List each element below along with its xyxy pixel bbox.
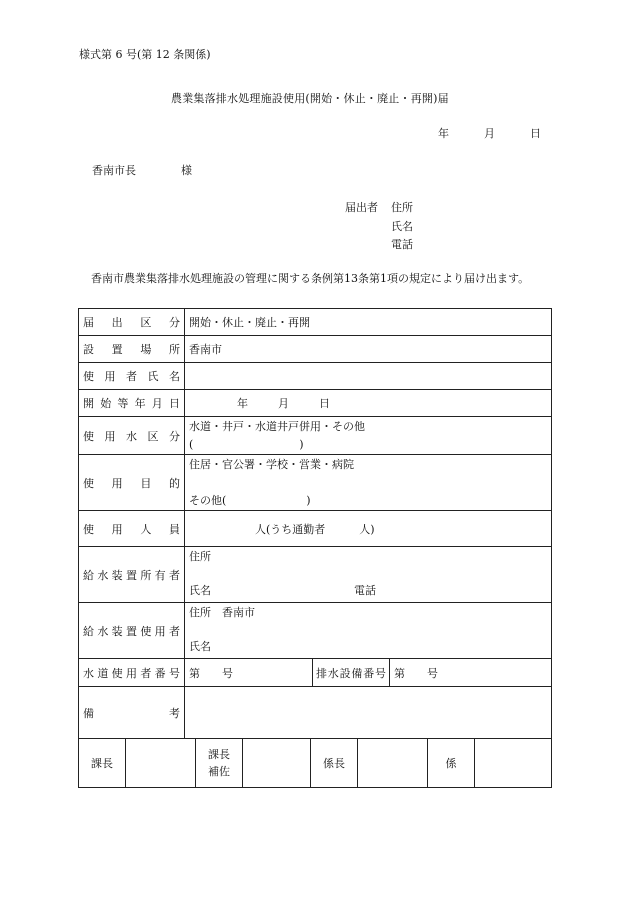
water-type-field[interactable]	[185, 417, 552, 455]
location-value[interactable]: 香南市	[185, 336, 552, 363]
row-water-type	[79, 417, 552, 455]
drainage-no-field[interactable]: 第 号	[390, 659, 552, 687]
assistant-chief-stamp-box[interactable]	[243, 739, 311, 788]
user-name-field[interactable]	[185, 363, 552, 390]
applicant-phone-label: 電話	[391, 238, 413, 251]
date-month: 月	[484, 127, 495, 140]
owner-name-label: 氏名	[189, 584, 211, 597]
water-type-label: 使用水区分	[79, 417, 185, 455]
row-location	[79, 336, 552, 363]
owner-phone-label: 電話	[354, 584, 376, 597]
water-type-options: 水道・井戸・水道井戸併用・その他	[189, 419, 365, 433]
row-start-date	[79, 390, 552, 417]
form-number: 様式第 6 号(第 12 条関係)	[79, 48, 211, 61]
users-field[interactable]	[185, 511, 552, 547]
remarks-label: 備考	[79, 687, 185, 739]
row-notification-type	[79, 309, 552, 336]
purpose-options: 住居・官公署・学校・営業・病院	[189, 457, 354, 471]
subchief-label: 係長	[311, 739, 358, 788]
applicant-address-label: 住所	[391, 201, 413, 214]
users-commuter-text: 人)	[359, 522, 375, 536]
statement-text: 香南市農業集落排水処理施設の管理に関する条例第13条第1項の規定により届け出ます。	[91, 272, 530, 285]
row-purpose	[79, 455, 552, 511]
date-day: 日	[530, 127, 541, 140]
device-user-field[interactable]	[185, 603, 552, 659]
notification-type-label: 届出区分	[79, 309, 185, 336]
row-device-user	[79, 603, 552, 659]
location-label: 設置場所	[79, 336, 185, 363]
row-owner	[79, 547, 552, 603]
users-label: 使用人員	[79, 511, 185, 547]
applicant-name-label: 氏名	[391, 219, 413, 233]
assistant-chief-label: 課長 補佐	[196, 739, 243, 788]
chief-stamp-box[interactable]	[126, 739, 196, 788]
device-user-label: 給水装置使用者	[79, 603, 185, 659]
document-title: 農業集落排水処理施設使用(開始・休止・廃止・再開)届	[171, 92, 449, 105]
owner-label: 給水装置所有者	[79, 547, 185, 603]
row-remarks	[79, 687, 552, 739]
chief-label: 課長	[79, 739, 126, 788]
applicant-block	[345, 199, 413, 255]
approval-stamp-table	[78, 738, 552, 788]
submission-date	[438, 125, 541, 141]
date-year: 年	[438, 127, 449, 140]
subchief-stamp-box[interactable]	[358, 739, 428, 788]
row-numbers	[79, 659, 552, 687]
owner-address-label: 住所	[189, 550, 211, 563]
drainage-no-label: 排水設備番号	[316, 666, 386, 680]
addressee-honorific: 様	[181, 164, 192, 177]
owner-field[interactable]	[185, 547, 552, 603]
purpose-field[interactable]	[185, 455, 552, 511]
notification-type-value[interactable]: 開始・休止・廃止・再開	[185, 309, 552, 336]
staff-stamp-box[interactable]	[475, 739, 552, 788]
staff-label: 係	[428, 739, 475, 788]
row-users	[79, 511, 552, 547]
water-type-other: ( )	[189, 437, 304, 451]
drainage-no-label-cell	[313, 659, 390, 687]
water-user-no-label: 水道使用者番号	[79, 659, 185, 687]
application-form-table	[78, 308, 552, 739]
user-name-label: 使用者氏名	[79, 363, 185, 390]
remarks-field[interactable]	[185, 687, 552, 739]
device-user-name-label: 氏名	[189, 640, 211, 653]
purpose-label: 使用目的	[79, 455, 185, 511]
start-date-day: 日	[319, 397, 330, 410]
water-user-no-field[interactable]: 第 号	[185, 659, 313, 687]
purpose-other: その他( )	[189, 493, 311, 507]
start-date-month: 月	[278, 397, 289, 410]
start-date-field[interactable]	[185, 390, 552, 417]
users-text: 人(うち通勤者	[255, 522, 326, 536]
row-user-name	[79, 363, 552, 390]
device-user-address: 住所 香南市	[189, 606, 255, 619]
addressee	[92, 162, 192, 178]
start-date-label: 開始等年月日	[79, 390, 185, 417]
start-date-year: 年	[237, 397, 248, 410]
applicant-label: 届出者	[345, 201, 378, 214]
addressee-name: 香南市長	[92, 164, 136, 177]
